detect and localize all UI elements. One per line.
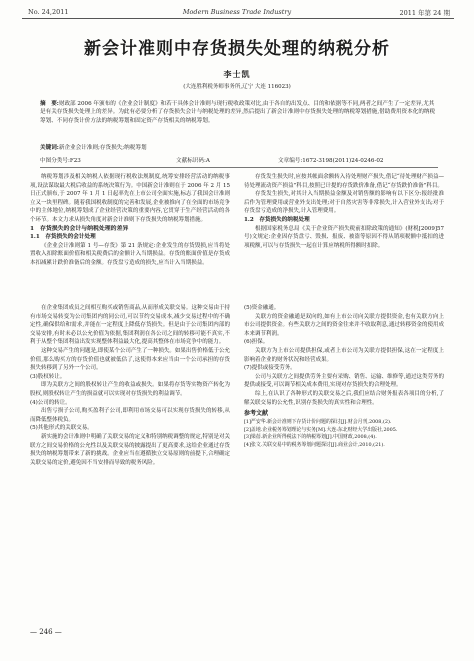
page-number: — 246 —	[30, 628, 62, 636]
reference-item: [3]梁蓓.新企业所得税法下的纳税筹划[J].中国财政,2008,(4).	[244, 434, 377, 441]
paragraph: 这种交易产生的问题是,即使某个公司产生了一种损失。如果出售价格低于公允价值,那么购买方的存货价值也就被低估了,这使得本来应当由一个公司承担的存货损失转移到了另外一个公司。	[30, 347, 230, 372]
header-issue-right: 2011 年第 24 期	[399, 9, 450, 17]
reference-item: [1]严安华.新会计准则下存货计价问题的探讨[J].财会月刊,2008,(2).	[244, 418, 392, 425]
document-code: 文献标识码:A	[176, 158, 210, 164]
keywords	[40, 143, 438, 151]
paragraph: 存货发生损失时,应按其帐面余额转入待处理财产损失,借记“待处理财产损益—待处理流动资产损益”科目,按照已计提的存货跌价准备,借记“存货跌价准备”科目。	[244, 174, 444, 189]
column-left-lower	[30, 304, 230, 467]
intro-paragraph: 纳税筹划涉及相关纳税人依据现行税收法规制度,统筹安排经营活动的纳税事项,设法谋取最大税后收益的系统决策行为。中国新会计准则在于 2006 年 2 月 15 日正式颁布,于 2007 年 1 月 1 日起率先在上市公司全面实施,标志了我国会计准则立又一块里程碑。随着我国税收制度的完善和发展,企业被推向了在全面的市场竞争中的主体地位,纳税筹划成了企业经营决策的重要内容,它贯穿于生产经营活动的各个环节。本文力求从损失角度对新会计准则下存货损失的纳税筹划措施。	[30, 174, 230, 223]
clc-number: 中图分类号:F23	[40, 158, 81, 164]
paragraph: 新实施的会计准则中明确了关联交易的定义和特别纳税调整的规定,特别是对关联方之间交易价格的公允性以及关联交易的披露提出了更高要求,这给企业通过存货损失的纳税筹划带来了新的挑战。企业应当在遵循独立交易原则的前提下,合理确定关联交易的定价,避免因不当安排而导致的税务风险。	[30, 433, 230, 466]
keywords-text: 新企业会计准则;存货损失;纳税筹划	[58, 145, 147, 151]
paragraph: 根据国家税务总局《关于企业资产损失税前扣除政策的通知》(财税[2009]57 号)文规定:企业因存货盘亏、毁损、报废、被盗等原因不得从销项税额中抵扣的进项税额,可以与存货损失一起在计算应纳税所得额时扣除。	[244, 225, 444, 249]
item-heading: (5)其他形式的关联交易。	[30, 425, 93, 432]
paragraph: 即为关联方之间的股权转让产生的收益或损失。如果将存货等实物资产转化为股权,则股权转让产生的损益就可以实现对存货损失的利益调节。	[30, 382, 230, 397]
article-title: 新会计准则中存货损失处理的纳税分析	[84, 39, 390, 59]
paragraph: 关联方为上市公司提供担保,或者上市公司为关联方提供担保,这在一定程度上影响着企业的财务状况和经营成果。	[244, 347, 444, 363]
abstract-label: 摘 要:	[40, 101, 59, 107]
paragraph: 公司与关联方之间提供劳务主要有采购、销售、运输、维修等,通过这类劳务的提供或接受,可以调节相关成本费用,实现对存货损失的合理处理。	[244, 373, 444, 389]
abstract-text: 财政部 2006 年颁布的《企业会计制度》和若干具体会计准则与现行税收政策对比,由于各自的出发点、目的和依据等不同,两者之间产生了一定差异,尤其是有关存货损失处理上的差异。为此有必要分析了存货损失会计与纳税处理的差异,然后提出了新会计准则中存货损失处理的纳税筹划措施,借助费用资本化的纳税筹划、不同存货计价方法的纳税筹划和固定资产存货相关的纳税筹划。	[40, 101, 436, 124]
subsection-heading-1-1: 1.1 存货损失的会计处理	[30, 234, 96, 241]
column-left-upper	[30, 173, 230, 268]
paragraph: 《企业会计准则第 1 号—存货》第 21 条规定:企业发生的存货毁损,应当将处置收入扣除账面价值和相关税费后的金额计入当期损益。存货的账面价值是存货成本扣减累计跌价准备后的金额。存货盘亏造成的损失,应当计入当期损益。	[30, 242, 230, 266]
item-heading: (3)股权转让。	[30, 373, 66, 380]
keywords-label: 关键词:	[40, 145, 59, 151]
article-author: 李士凯	[223, 69, 251, 79]
section-heading-1: 1 存货损失的会计与纳税处理的差异	[30, 224, 129, 232]
column-right-upper	[244, 173, 444, 250]
item-heading: (5)资金融通。	[244, 305, 280, 311]
paragraph: 存货发生损失,对其计入当期损益金额及对销售额的影响有以下区分:报经批准后作为管理费用或营业外支出处理;对于自然灾害等非常损失,计入营业外支出;对于存货盘亏造成的净损失,计入管理费用。	[244, 191, 444, 215]
column-right-lower	[244, 304, 444, 450]
author-affiliation: (大连胜利税务师事务所,辽宁 大连 116023)	[183, 84, 291, 90]
header-journal-name: Modern Business Trade Industry	[182, 8, 292, 16]
header-issue-left: No. 24,2011	[28, 8, 69, 16]
paragraph: 出售亏损子公司,购买盈利子公司,即利用市场交易可以实现存货损失的转移,从而降低整体税负。	[30, 408, 230, 423]
reference-item: [2]盖地.企业税务筹划理论与实务[M].大连:东北财经大学出版社,2005.	[244, 426, 398, 433]
abstract-divider	[40, 167, 438, 168]
subsection-heading-1-2: 1.2 存货损失的纳税处理	[244, 216, 310, 223]
item-heading: (6)担保。	[244, 339, 269, 346]
article-number: 文章编号:1672-3198(2011)24-0246-02	[278, 158, 384, 164]
header-rule	[22, 18, 454, 19]
paragraph: 关联方的资金融通是双向的,如有上市公司向关联方提供资金,也有关联方向上市公司提供资金。有些关联方之间的资金往来并不收取利息,通过转移资金的使用成本来调节利润。	[244, 313, 444, 337]
paragraph: 综上,在认识了各种形式的关联交易之后,我们应结合财务报表各项目的分析,了解关联交易的公允性,识别存货损失的真实性和合理性。	[244, 390, 444, 406]
abstract	[40, 100, 438, 125]
item-heading: (4)公司的转让。	[30, 399, 71, 406]
paragraph: 在企业集团成员之间相互购买或销售商品,从而形成关联交易。这种交易由于持有市场交易转变为公司集团内的同公司,可以节约交易成本,减少交易过程中的不确定性,确保供给和需求,并能在一定程度上降低存货损失。但是由于公司集团内部的交易安排,有时未必以公允价值为依据,集团利润在各公司之间的转移可能不真实,不利于从整个集团利益出发实现整体利益最大化,提高其整体在市场竞争中的能力。	[30, 305, 230, 346]
item-heading: (7)提供或接受劳务。	[244, 365, 296, 372]
references-heading: 参考文献	[244, 410, 269, 418]
reference-item: [4]张文.关联交易中的税务筹划问题探讨[J].商业会计,2010,(21).	[244, 442, 385, 449]
